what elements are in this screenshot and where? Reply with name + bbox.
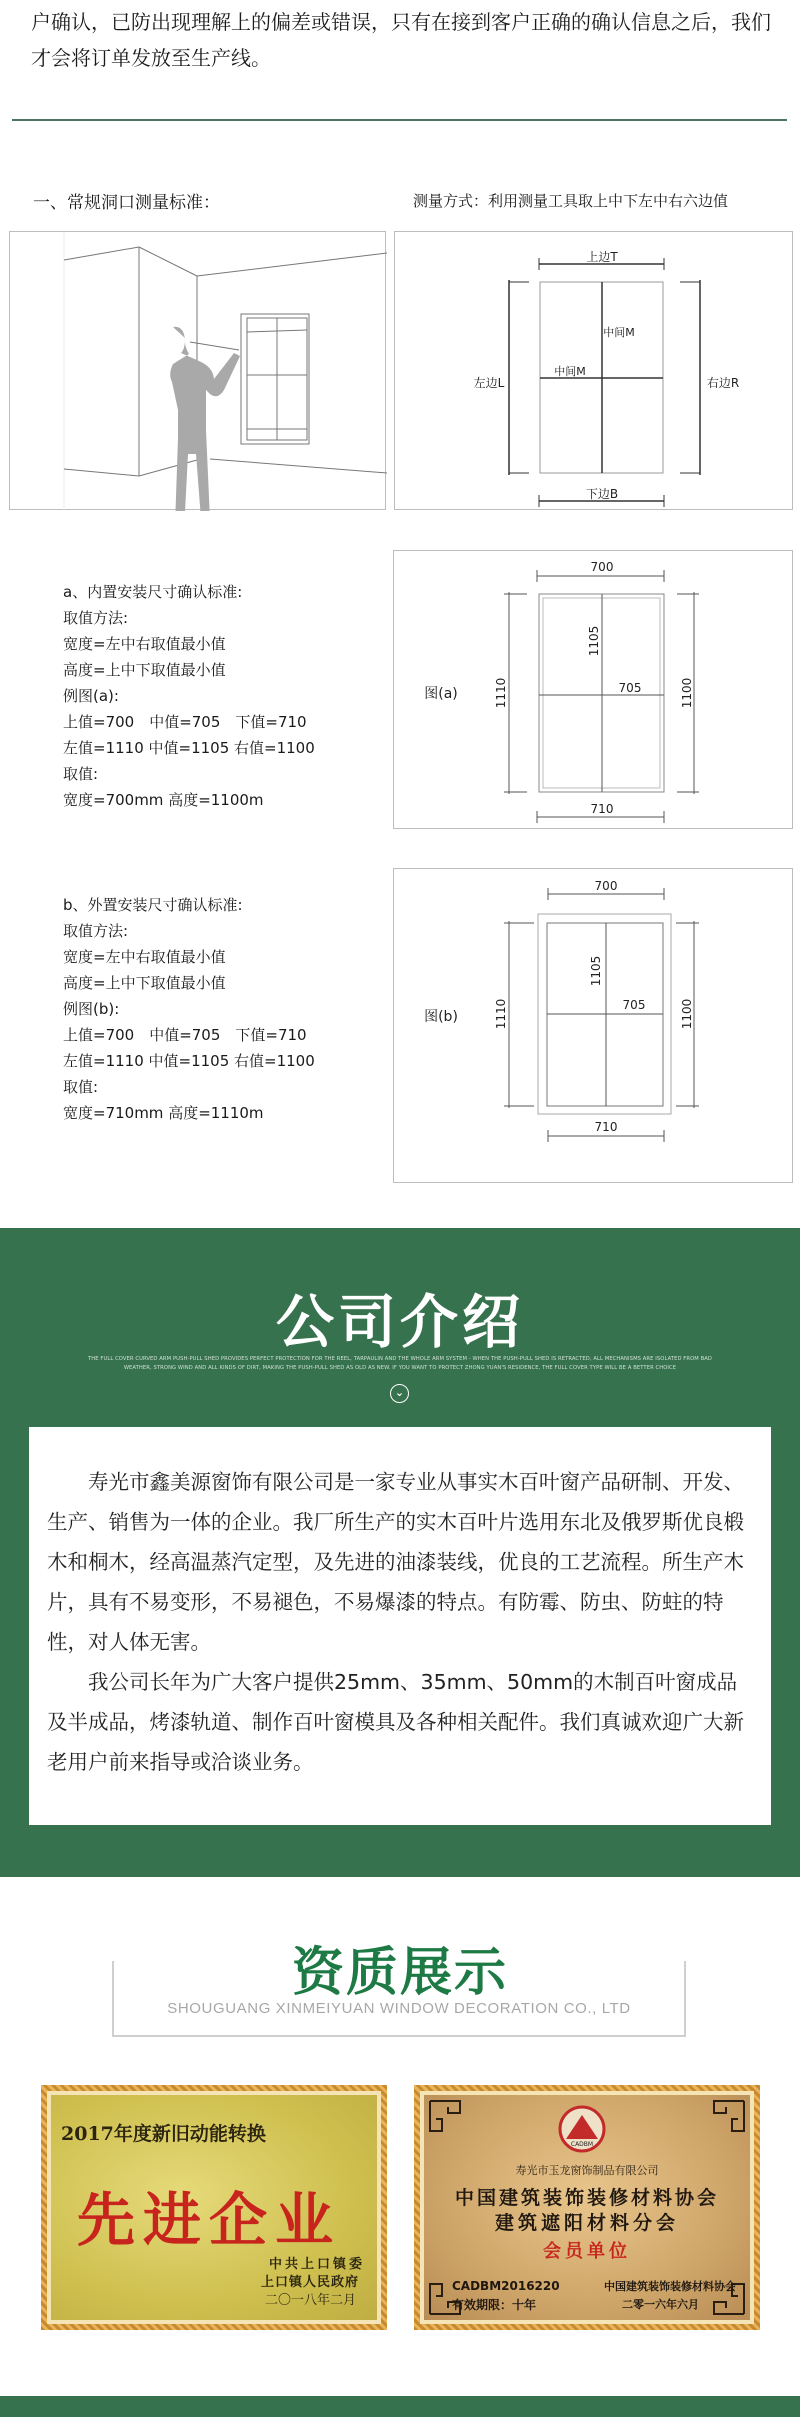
figure-label: 图(a) (424, 686, 458, 702)
spec-line: 高度=上中下取值最小值 (63, 974, 226, 992)
chevron-down-circle-icon: ⌄ (390, 1384, 409, 1403)
label-top: 上边T (586, 250, 618, 264)
qualification-subtitle: SHOUGUANG XINMEIYUAN WINDOW DECORATION CO., LTD (167, 2000, 631, 2017)
cert-main: 会员单位 (543, 2241, 631, 2262)
dim-left: 1110 (494, 998, 508, 1030)
measure-heading: 一、常规洞口测量标准： (33, 193, 220, 213)
footer-bar (0, 2396, 800, 2417)
cert-company: 寿光市玉龙窗饰制品有限公司 (515, 2164, 659, 2177)
certificate-cadbm-member (414, 2085, 760, 2330)
certificate-advanced-enterprise (41, 2085, 387, 2330)
cert-code: CADBM2016220 (452, 2279, 560, 2293)
company-subtitle: THE FULL COVER CURVED ARM PUSH-PULL SHED PROVIDES PERFECT PROTECTION FOR THE REEL, TARPAULIN AND THE WHOLE ARM SYSTEM - WHEN THE PUSH-PULL SHED IS RETRACTED, ALL MECHANISMS ARE ISOLATED FROM BAD WEATHER, STRONG WIND AND ALL KINDS OF DIRT, MAKING THE PUSH-PULL SHED AS OLD AS NEW. IF YOU WANT TO PROTECT ZHONG YUAN'S RESIDENCE, THE FULL COVER TYPE WILL BE A BETTER CHOICE (87, 1356, 713, 1371)
spec-line: 例图(a): (63, 687, 119, 705)
dim-mid-v: 1105 (589, 955, 603, 987)
cert-date: 二〇一八年二月 (265, 2293, 357, 2308)
spec-line: 宽度=左中右取值最小值 (63, 948, 226, 966)
label-mid-v: 中间M (603, 326, 635, 339)
spec-line: 宽度=710mm 高度=1110m (63, 1104, 264, 1122)
qualification-title: 资质展示 (250, 1930, 550, 2005)
dim-right: 1100 (680, 677, 694, 709)
measure-method: 测量方式：利用测量工具取上中下左中右六边值 (413, 192, 729, 210)
divider (12, 119, 787, 121)
cert-issuer: 中国建筑装饰装修材料协会 (604, 2280, 736, 2293)
cert-line: 2017年度新旧动能转换 (61, 2123, 266, 2145)
spec-line: 取值: (63, 765, 99, 783)
label-left: 左边L (473, 376, 505, 390)
spec-line: 左值=1110 中值=1105 右值=1100 (63, 1052, 315, 1070)
figure-b (393, 868, 793, 1183)
dim-top: 700 (594, 879, 618, 893)
dim-mid-h: 705 (622, 998, 646, 1012)
about-paragraph-1: 寿光市鑫美源窗饰有限公司是一家专业从事实木百叶窗产品研制、开发、生产、销售为一体的企业。我厂所生产的实木百叶片选用东北及俄罗斯优良椴木和桐木，经高温蒸汽定型，及先进的油漆装线，优良的工艺流程。所生产木片，具有不易变形，不易褪色，不易爆漆的特点。有防霉、防虫、防蛀的特性，对人体无害。 (47, 1470, 744, 1654)
cert-date: 二零一六年六月 (622, 2298, 699, 2311)
spec-line: 高度=上中下取值最小值 (63, 661, 226, 679)
company-about-card (29, 1427, 771, 1825)
inner-specs (63, 579, 315, 813)
figure-label: 图(b) (424, 1009, 458, 1025)
spec-line: 取值方法: (63, 922, 129, 940)
dim-bottom: 710 (590, 802, 614, 816)
outer-specs (63, 892, 315, 1126)
spec-line: 取值方法: (63, 609, 129, 627)
measure-diagram (394, 231, 793, 510)
person-silhouette (170, 327, 240, 511)
label-mid-h: 中间M (554, 365, 586, 378)
spec-line: 上值=700 中值=705 下值=710 (63, 1026, 307, 1044)
dim-left: 1110 (494, 677, 508, 709)
spec-line: 取值: (63, 1078, 99, 1096)
cert-validity: 有效期限：十年 (452, 2298, 537, 2312)
cert-org: 建筑遮阳材料分会 (494, 2212, 679, 2234)
cert-issuer: 中共上口镇委 (269, 2257, 366, 2272)
spec-line: b、外置安装尺寸确认标准: (63, 896, 243, 914)
spec-line: 左值=1110 中值=1105 右值=1100 (63, 739, 315, 757)
dim-bottom: 710 (594, 1120, 618, 1134)
label-right: 右边R (706, 376, 740, 390)
spec-line: a、内置安装尺寸确认标准: (63, 583, 243, 601)
figure-a (393, 550, 793, 829)
label-bottom: 下边B (585, 487, 619, 501)
about-paragraph-2: 我公司长年为广大客户提供25mm、35mm、50mm的木制百叶窗成品及半成品，烤漆轨道、制作百叶窗模具及各种相关配件。我们真诚欢迎广大新老用户前来指导或洽谈业务。 (47, 1670, 744, 1774)
spec-line: 宽度=左中右取值最小值 (63, 635, 226, 653)
measuring-illustration (9, 231, 386, 510)
spec-line: 上值=700 中值=705 下值=710 (63, 713, 307, 731)
spec-line: 宽度=700mm 高度=1100m (63, 791, 264, 809)
dim-right: 1100 (680, 998, 694, 1030)
dim-mid-v: 1105 (587, 625, 601, 657)
cert-org: 中国建筑装饰装修材料协会 (454, 2187, 719, 2209)
spec-line: 例图(b): (63, 1000, 120, 1018)
cert-main: 先进企业 (77, 2186, 342, 2254)
cert-issuer: 上口镇人民政府 (261, 2275, 360, 2290)
dim-top: 700 (590, 560, 614, 574)
dim-mid-h: 705 (618, 681, 642, 695)
intro-text: 户确认，已防出现理解上的偏差或错误，只有在接到客户正确的确认信息之后，我们才会将订单发放至生产线。 (31, 10, 771, 70)
company-title: 公司介绍 (275, 1288, 524, 1356)
cadbm-logo: CADBM (570, 2141, 594, 2148)
